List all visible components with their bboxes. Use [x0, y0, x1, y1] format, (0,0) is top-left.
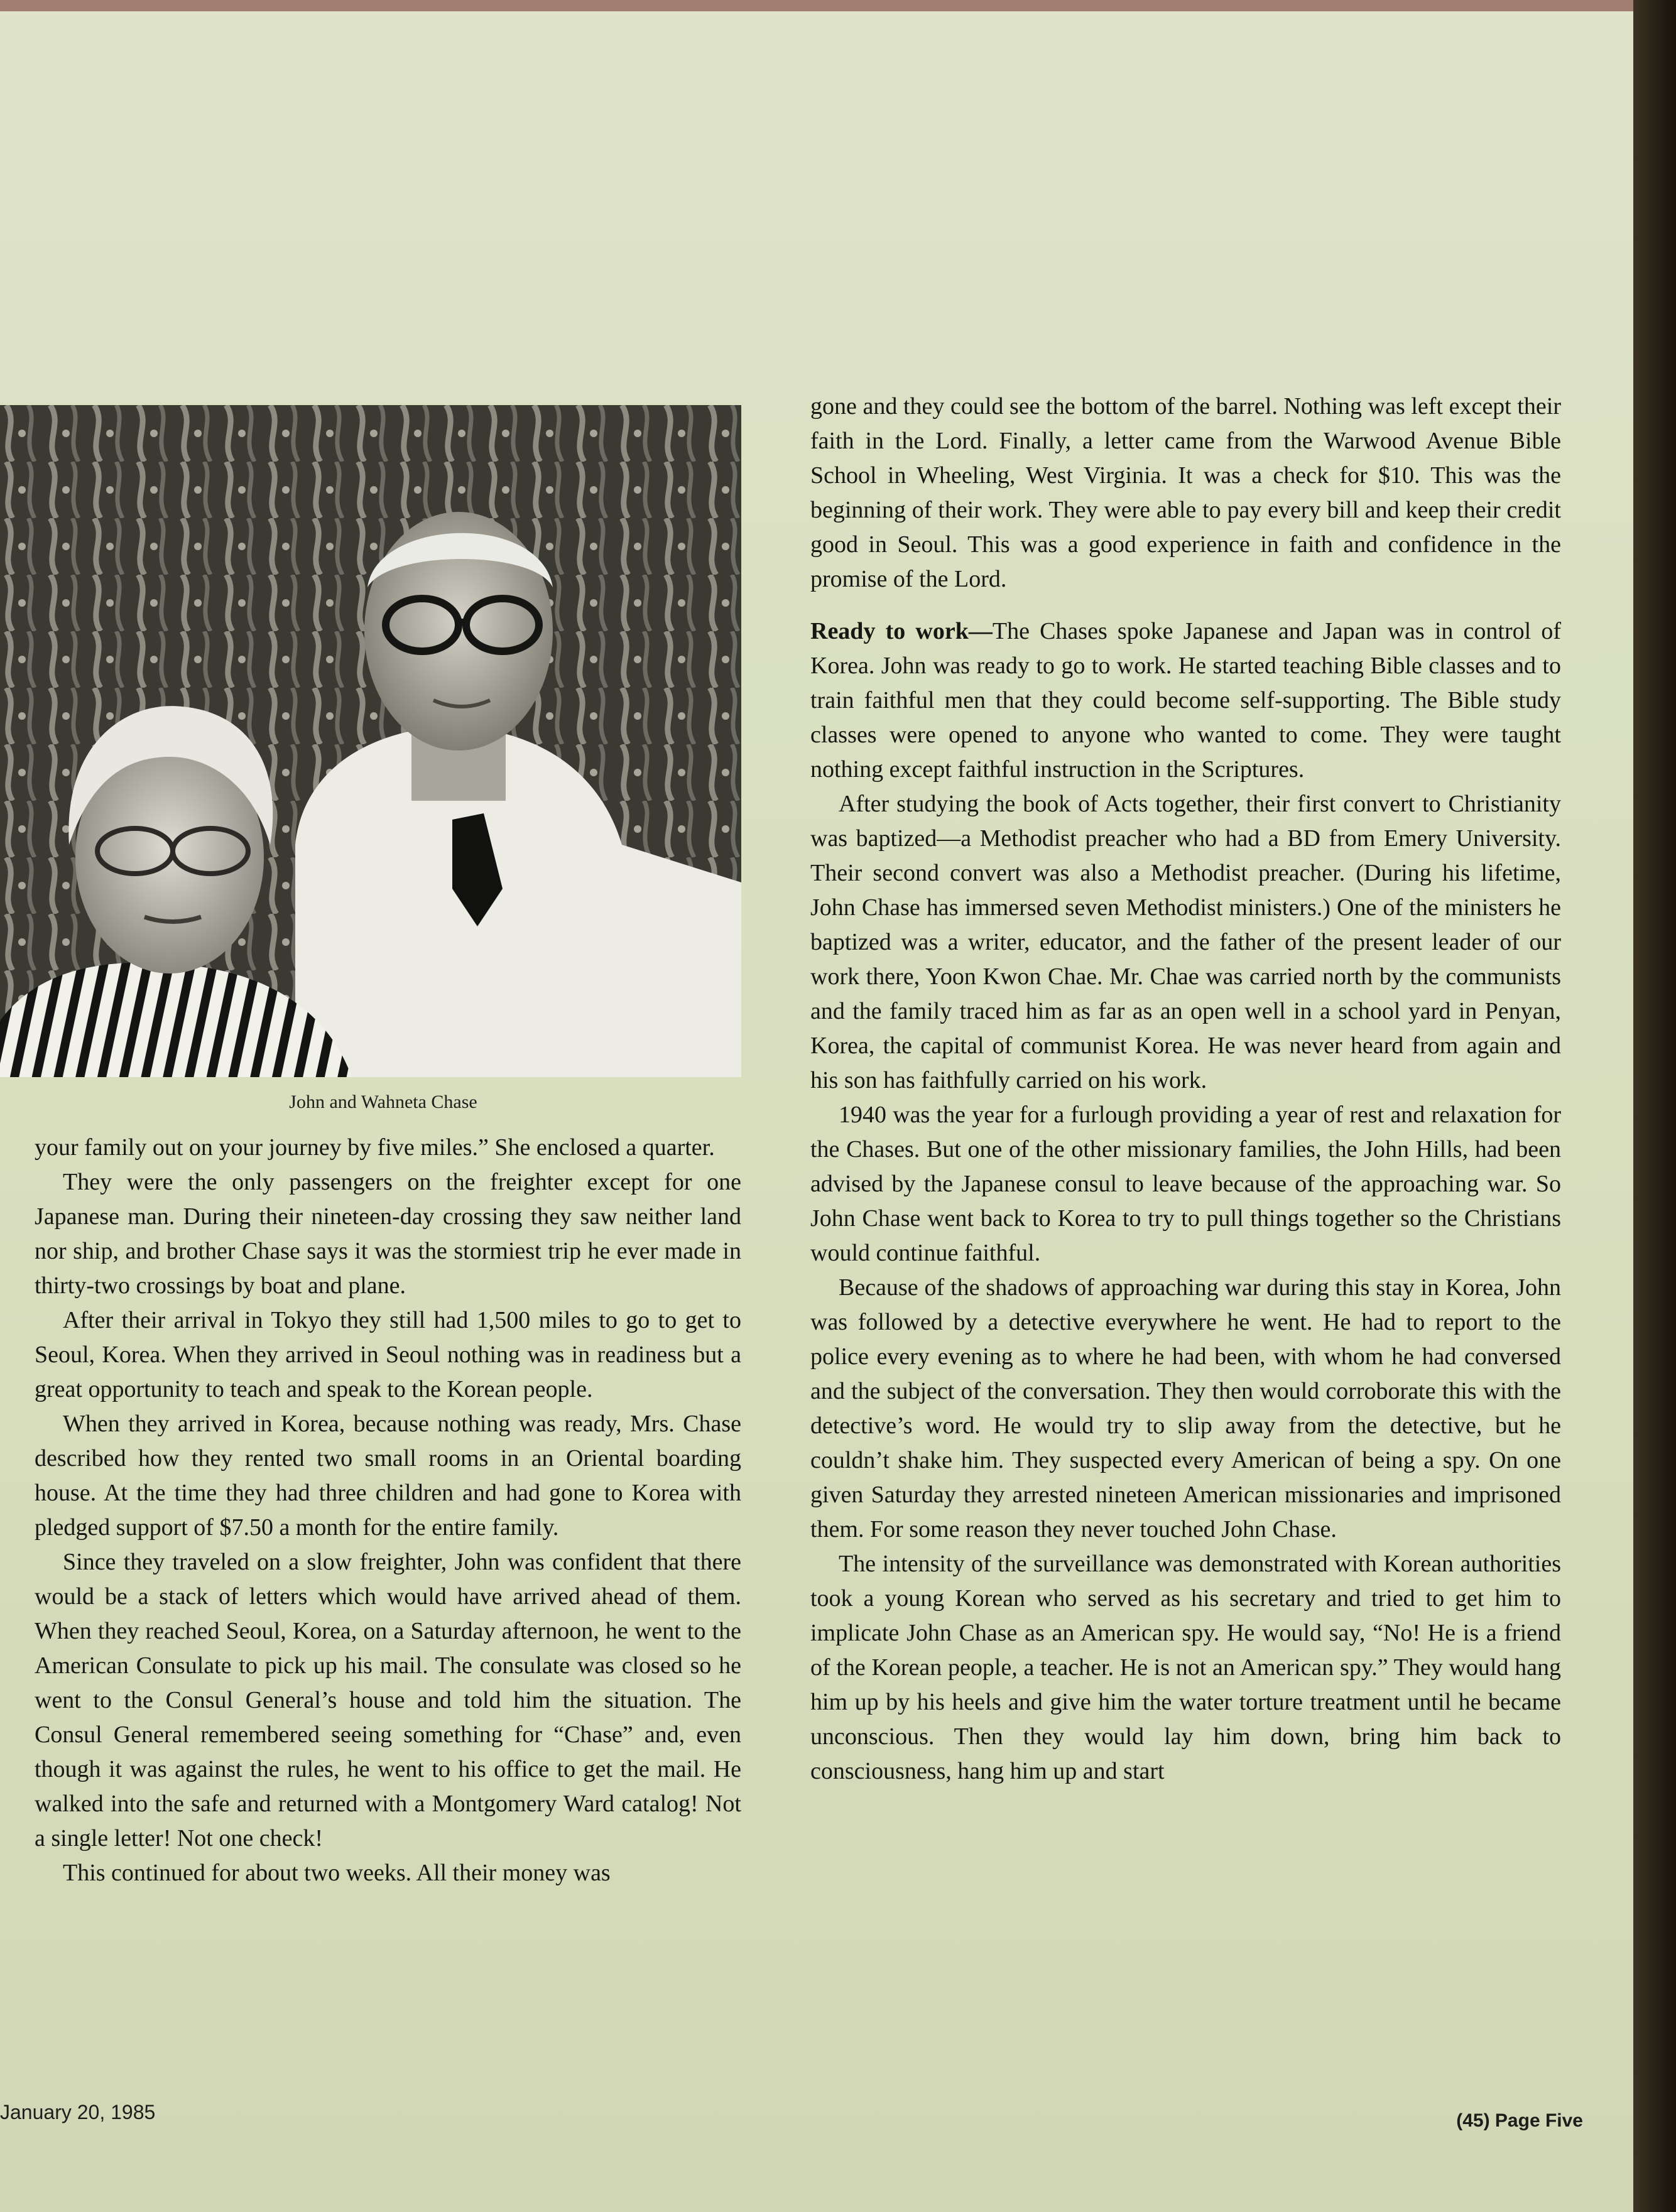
paragraph: The intensity of the surveillance was demonstrated with Korean authorities took a young Korean who served as his secretary and tried to get him to implicate John Chase as an American spy. He would say, “No! He is a friend of the Korean people, a teacher. He is not an American spy.” They would hang him up by his heels and give him the water torture treatment until he became unconscious. Then they would lay him down, bring him back to consciousness, hang him up and start	[810, 1551, 1561, 1784]
paragraph: your family out on your journey by five miles.” She enclosed a quarter.	[35, 1134, 715, 1161]
paragraph: They were the only passengers on the freighter except for one Japanese man. During their nineteen-day crossing they saw neither land nor ship, and brother Chase says it was the stormiest trip he ever made in thirty-two crossings by boat and plane.	[35, 1169, 741, 1299]
paragraph: When they arrived in Korea, because nothing was ready, Mrs. Chase described how they rented two small rooms in an Oriental boarding house. At the time they had three children and had gone to Korea with pledged support of $7.50 a month for the entire family.	[35, 1411, 741, 1541]
footer-date-text: January 20, 1985	[0, 2101, 156, 2123]
paragraph: Because of the shadows of approaching war during this stay in Korea, John was followed by a detective everywhere he went. He had to report to the police every evening as to where he had been, with whom he had conversed and the subject of the conversation. They then would corroborate this with the detective’s word. He would try to slip away from the detective, but he couldn’t shake him. They suspected every American of being a spy. On one given Saturday they arrested nineteen American missionaries and imprisoned them. For some reason they never touched John Chase.	[810, 1274, 1561, 1542]
paragraph: After their arrival in Tokyo they still had 1,500 miles to go to get to Seoul, Korea. When they arrived in Seoul nothing was in readiness but a great opportunity to teach and speak to the Korean people.	[35, 1307, 741, 1402]
footer-page	[1395, 2110, 1583, 2142]
paragraph: This continued for about two weeks. All their money was	[63, 1860, 611, 1886]
footer-date	[0, 2101, 251, 2132]
right-column	[810, 389, 1561, 2073]
paragraph: Since they traveled on a slow freighter, John was confident that there would be a stack of letters which would have arrived ahead of them. When they reached Seoul, Korea, on a Saturday afternoon, he went to the American Consulate to pick up his mail. The consulate was closed so he went to the Consul General’s house and told him the situation. The Consul General remembered seeing something for “Chase” and, even though it was against the rules, he went to his office to get the mail. He walked into the safe and returned with a Montgomery Ward catalog! Not a single letter! Not one check!	[35, 1549, 741, 1851]
photo-caption: John and Wahneta Chase	[289, 1092, 477, 1112]
top-edge-strip	[0, 0, 1633, 11]
bleed-through-byline	[565, 342, 942, 380]
paragraph: After studying the book of Acts together, their first convert to Christianity was baptized—a Methodist preacher who had a BD from Emery University. Their second convert was also a Methodist preacher. (During his lifetime, John Chase has immersed seven Methodist ministers.) One of the ministers he baptized was a writer, educator, and the father of the present leader of our work there, Yoon Kwon Chae. Mr. Chae was carried north by the communists and the family traced him as far as an open well in a school yard in Penyan, Korea, the capital of communist Korea. He was never heard from again and his son has faithfully carried on his work.	[810, 791, 1561, 1093]
bleed-through-title	[327, 188, 1269, 301]
section-heading: Ready to work—	[810, 618, 993, 644]
scan-edge	[1633, 0, 1676, 2212]
section-lead-text: The Chases spoke Japanese and Japan was in control of Korea. John was ready to go to work. He started teaching Bible classes and to train faithful men that they could become self-supporting. The Bible study classes were opened to anyone who wanted to come. They were taught nothing except faithful instruction in the Scriptures.	[810, 618, 1561, 783]
page-label: Page Five	[1494, 2110, 1583, 2131]
page-number: (45)	[1456, 2110, 1490, 2131]
section-paragraph	[810, 614, 1561, 787]
paragraph: gone and they could see the bottom of the barrel. Nothing was left except their faith in the Lord. Finally, a letter came from the Warwood Avenue Bible School in Wheeling, West Virginia. It was a check for $10. This was the beginning of their work. They were able to pay every bill and keep their credit good in Seoul. This was a good experience in faith and confidence in the promise of the Lord.	[810, 393, 1561, 592]
paragraph: 1940 was the year for a furlough providing a year of rest and relaxation for the Chases. But one of the other missionary families, the John Hills, had been advised by the Japanese consul to leave because of the approaching war. So John Chase went back to Korea to try to pull things together so the Christians would continue faithful.	[810, 1102, 1561, 1266]
left-column	[35, 1130, 741, 2073]
portrait-photo	[0, 405, 741, 1077]
